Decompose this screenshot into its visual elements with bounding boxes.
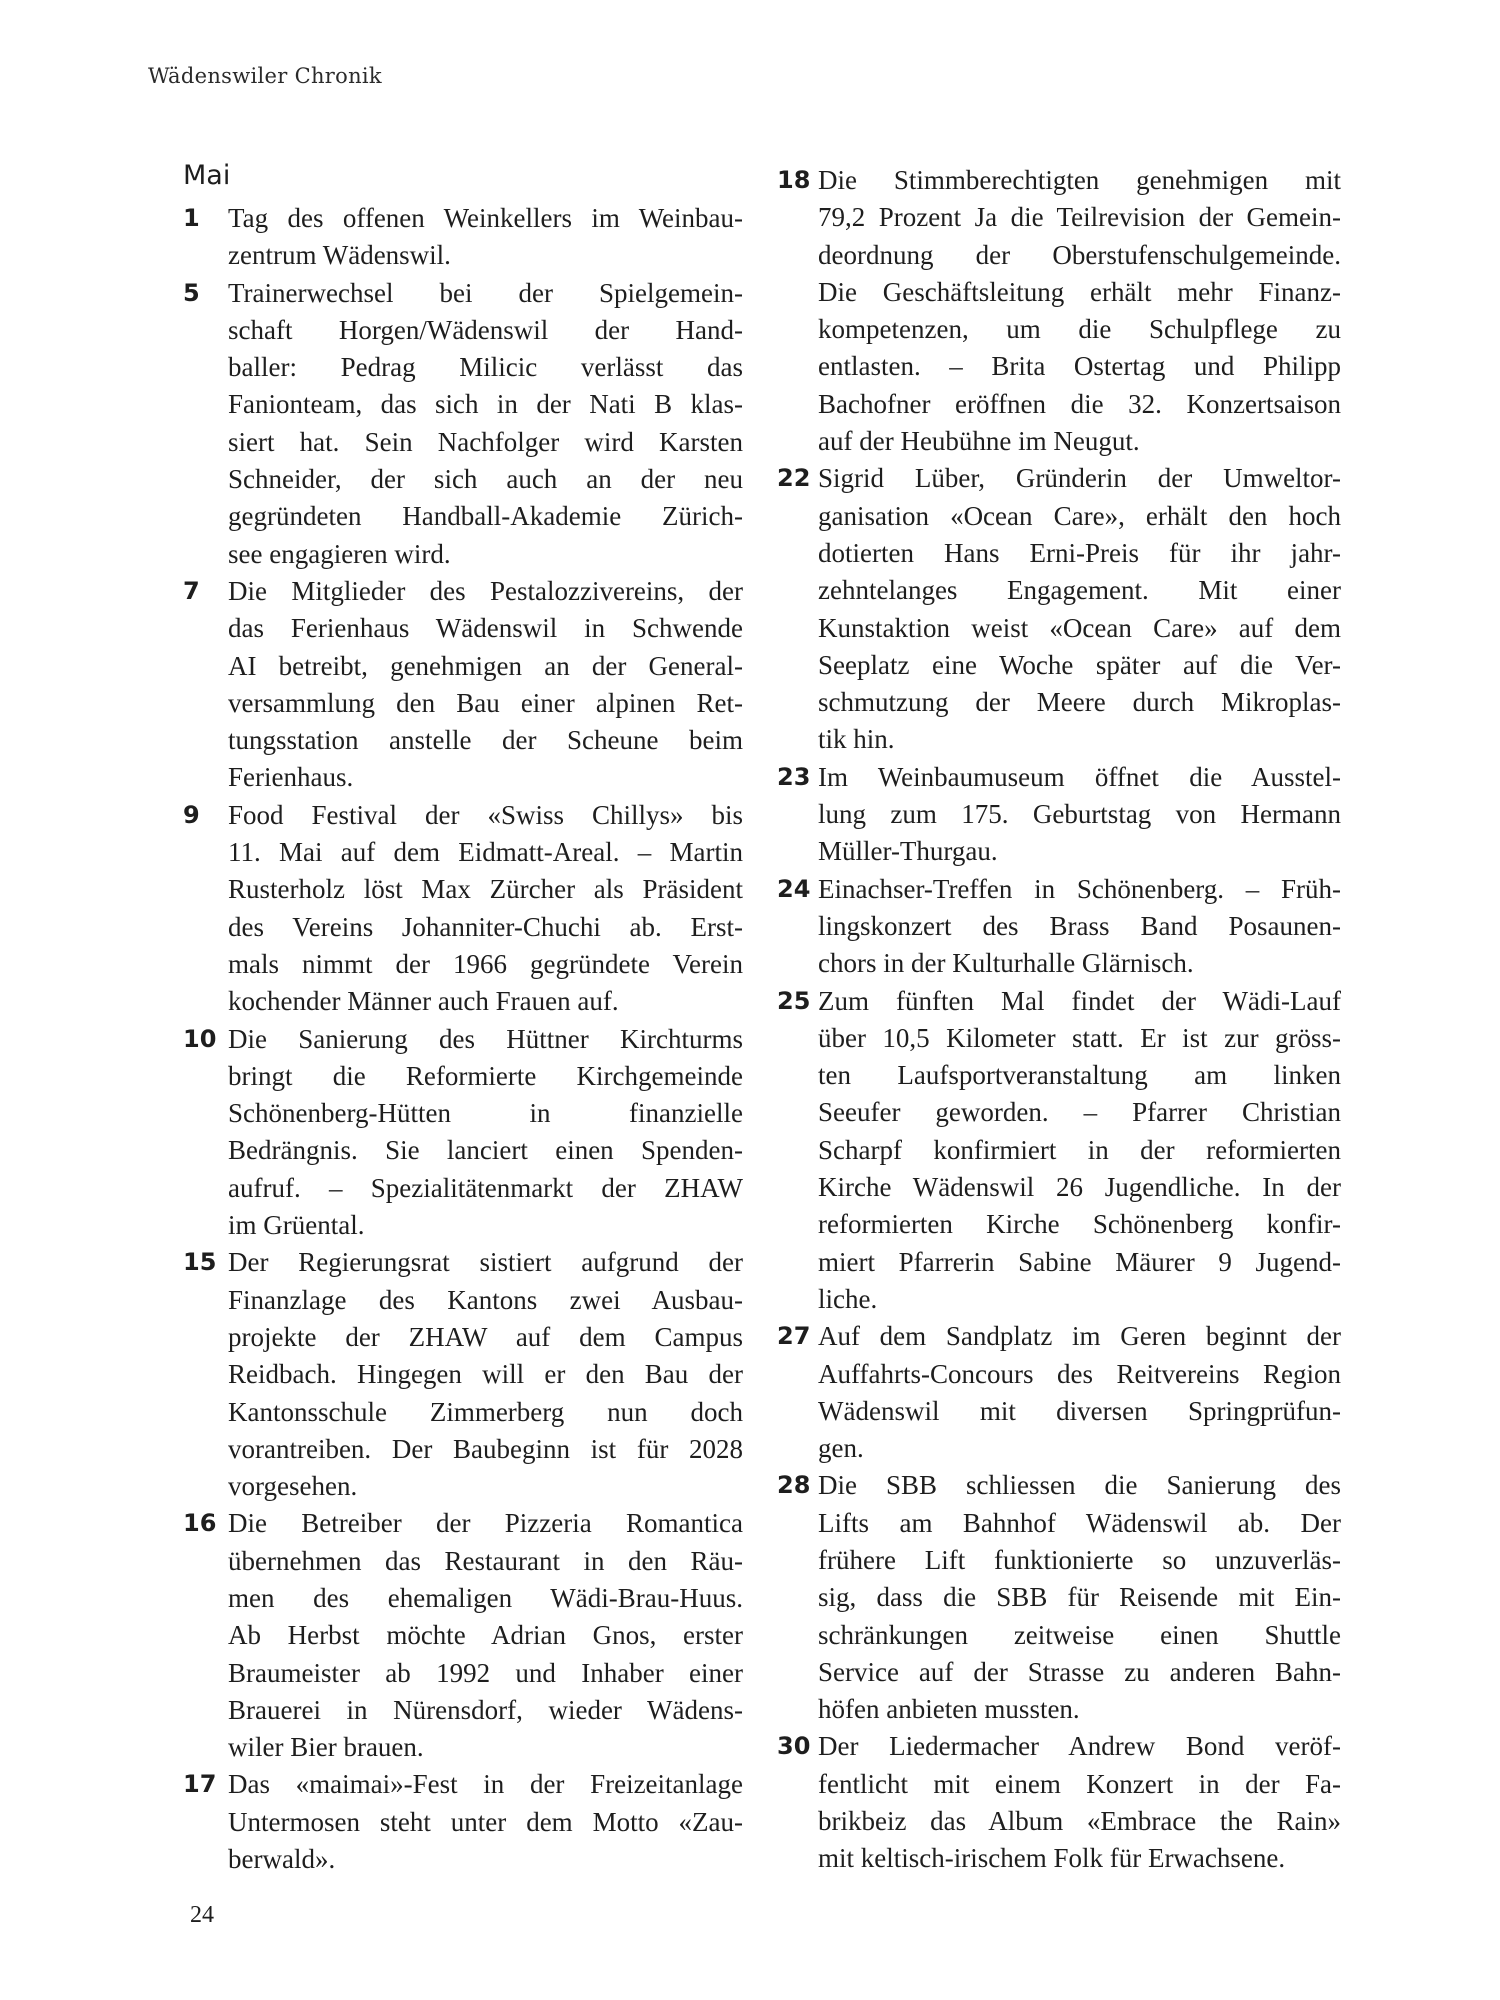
entry-line: schränkungen zeitweise einen Shuttle [818,1619,1341,1650]
entry-line: Einachser-Treffen in Schönenberg. – Früh- [818,873,1341,904]
entry-line: gegründeten Handball-Akademie Zürich- [228,501,743,532]
entry-line: Scharpf konfirmiert in der reformierten [818,1134,1341,1165]
entry-day: 9 [183,800,200,829]
entry-day: 16 [183,1509,217,1538]
entry-line: projekte der ZHAW auf dem Campus [228,1321,743,1352]
entry-line: reformierten Kirche Schönenberg konfir- [818,1209,1341,1240]
entry-line: berwald». [228,1844,336,1875]
entry-line: schaft Horgen/Wädenswil der Hand- [228,314,743,345]
chronicle-entry [777,1318,1341,1467]
entry-line: das Ferienhaus Wädenswil in Schwende [228,613,743,644]
entry-day: 27 [777,1322,811,1351]
entry-day: 17 [183,1770,217,1799]
entry-line: Die Mitglieder des Pestalozzivereins, der [228,575,743,606]
entry-line: Kunstaktion weist «Ocean Care» auf dem [818,612,1341,643]
entry-line: Schneider, der sich auch an der neu [228,464,743,495]
entry-line: sig, dass die SBB für Reisende mit Ein- [818,1582,1341,1613]
entry-text [818,871,1341,983]
entry-line: im Grüental. [228,1210,365,1241]
entry-line: Kantonsschule Zimmerberg nun doch [228,1396,743,1427]
chronicle-entry [183,1021,743,1245]
entry-day: 1 [183,204,200,232]
entry-line: Ab Herbst möchte Adrian Gnos, erster [228,1620,743,1651]
entry-line: Seeplatz eine Woche später auf die Ver- [818,649,1341,680]
entry-line: Lifts am Bahnhof Wädenswil ab. Der [818,1507,1341,1538]
entry-line: Service auf der Strasse zu anderen Bahn- [818,1656,1341,1687]
entry-line: Trainerwechsel bei der Spielgemein- [228,277,743,308]
entry-line: tik hin. [818,724,895,755]
running-head: Wädenswiler Chronik [148,64,382,88]
entry-text [818,162,1341,460]
entry-line: 79,2 Prozent Ja die Teilrevision der Gemein- [818,202,1341,233]
entry-line: Die Geschäftsleitung erhält mehr Finanz- [818,276,1341,307]
chronicle-entry [183,275,743,573]
entry-line: Die Betreiber der Pizzeria Romantica [228,1508,743,1539]
month-heading: Mai [183,160,231,191]
entry-line: Untermosen steht unter dem Motto «Zau- [228,1806,743,1837]
entry-line: men des ehemaligen Wädi-Brau-Huus. [228,1582,743,1613]
entry-text [818,1728,1341,1877]
entry-line: des Vereins Johanniter-Chuchi ab. Erst- [228,911,743,942]
entry-line: chors in der Kulturhalle Glärnisch. [818,948,1194,979]
entry-line: vorgesehen. [228,1471,358,1502]
entry-line: Im Weinbaumuseum öffnet die Ausstel- [818,761,1341,792]
entry-day: 25 [777,986,811,1015]
entry-text [818,1318,1341,1467]
entry-line: Die Sanierung des Hüttner Kirchturms [228,1023,743,1054]
chronicle-entry [777,460,1341,758]
entry-line: Braumeister ab 1992 und Inhaber einer [228,1657,743,1688]
entry-line: Der Liedermacher Andrew Bond veröf- [818,1731,1341,1762]
entry-line: kompetenzen, um die Schulpflege zu [818,314,1341,345]
entry-line: Fanionteam, das sich in der Nati B klas- [228,389,743,420]
entry-day: 28 [777,1471,811,1500]
chronicle-entry [777,1728,1341,1877]
entry-line: entlasten. – Brita Ostertag und Philipp [818,351,1341,382]
entry-text [228,200,743,275]
chronicle-entry [183,573,743,797]
chronicle-entry [777,1467,1341,1728]
entry-line: Brauerei in Nürensdorf, wieder Wädens- [228,1694,743,1725]
entry-line: höfen anbieten mussten. [818,1694,1080,1725]
entry-line: Kirche Wädenswil 26 Jugendliche. In der [818,1172,1341,1203]
entry-line: liche. [818,1283,878,1314]
entry-day: 18 [777,166,811,194]
entry-day: 30 [777,1732,811,1761]
entry-line: mit keltisch-irischem Folk für Erwachsene. [818,1843,1286,1874]
entry-day: 22 [777,464,811,493]
entry-line: Rusterholz löst Max Zürcher als Präsident [228,874,743,905]
entry-line: lung zum 175. Geburtstag von Hermann [818,799,1341,830]
entry-line: über 10,5 Kilometer statt. Er ist zur gröss- [818,1022,1341,1053]
entry-line: Die Stimmberechtigten genehmigen mit [818,165,1341,195]
entry-line: schmutzung der Meere durch Mikroplas- [818,687,1341,718]
entry-day: 5 [183,278,200,307]
entry-line: Seeufer geworden. – Pfarrer Christian [818,1097,1341,1128]
entry-text [818,759,1341,871]
entry-line: Ferienhaus. [228,762,354,793]
entry-text [228,1766,743,1878]
entry-line: vorantreiben. Der Baubeginn ist für 2028 [228,1433,743,1464]
entry-line: versammlung den Bau einer alpinen Ret- [228,687,743,718]
entry-line: see engagieren wird. [228,538,451,569]
entry-line: Finanzlage des Kantons zwei Ausbau- [228,1284,743,1315]
entry-line: Bedrängnis. Sie lanciert einen Spenden- [228,1135,743,1166]
entry-line: Müller-Thurgau. [818,836,998,867]
entry-line: deordnung der Oberstufenschulgemeinde. [818,239,1341,270]
entry-line: Schönenberg-Hütten in finanzielle [228,1098,743,1129]
entry-line: Auf dem Sandplatz im Geren beginnt der [818,1321,1341,1352]
entry-line: miert Pfarrerin Sabine Mäurer 9 Jugend- [818,1246,1341,1277]
chronicle-entry [183,1244,743,1505]
entry-line: Bachofner eröffnen die 32. Konzertsaison [818,388,1341,419]
entry-line: Auffahrts-Concours des Reitvereins Region [818,1358,1341,1389]
entry-line: ten Laufsportveranstaltung am linken [818,1060,1341,1091]
entry-line: mals nimmt der 1966 gegründete Verein [228,948,743,979]
entry-text [818,983,1341,1319]
chronicle-entry [183,1766,743,1878]
entry-text [228,1021,743,1245]
entry-line: Food Festival der «Swiss Chillys» bis [228,799,743,830]
entry-line: frühere Lift funktionierte so unzuverläs- [818,1544,1341,1575]
entry-line: wiler Bier brauen. [228,1732,424,1763]
entry-line: baller: Pedrag Milicic verlässt das [228,352,743,383]
entry-line: übernehmen das Restaurant in den Räu- [228,1545,743,1576]
column-left [183,200,743,1878]
entry-line: dotierten Hans Erni-Preis für ihr jahr- [818,537,1341,568]
entry-text [228,573,743,797]
entry-line: Der Regierungsrat sistiert aufgrund der [228,1247,743,1278]
entry-line: kochender Männer auch Frauen auf. [228,986,619,1017]
chronicle-entry [777,759,1341,871]
entry-line: aufruf. – Spezialitätenmarkt der ZHAW [228,1172,743,1203]
entry-line: Wädenswil mit diversen Springprüfun- [818,1395,1341,1426]
entry-line: lingskonzert des Brass Band Posaunen- [818,910,1341,941]
entry-line: Reidbach. Hingegen will er den Bau der [228,1359,743,1390]
entry-text [818,1467,1341,1728]
entry-line: tungsstation anstelle der Scheune beim [228,725,743,756]
entry-text [228,1505,743,1766]
entry-day: 23 [777,762,811,791]
entry-line: Das «maimai»-Fest in der Freizeitanlage [228,1769,743,1800]
entry-line: ganisation «Ocean Care», erhält den hoch [818,500,1341,531]
entry-line: Zum fünften Mal findet der Wädi-Lauf [818,985,1341,1016]
entry-day: 10 [183,1024,217,1053]
entry-line: auf der Heubühne im Neugut. [818,426,1140,457]
chronicle-entry [183,200,743,275]
chronicle-entry [777,162,1341,460]
chronicle-entry [183,797,743,1021]
entry-line: zentrum Wädenswil. [228,240,451,271]
entry-day: 24 [777,874,811,903]
entry-line: brikbeiz das Album «Embrace the Rain» [818,1806,1341,1837]
entry-text [228,275,743,573]
entry-line: Die SBB schliessen die Sanierung des [818,1470,1341,1501]
entry-day: 7 [183,576,200,605]
entry-day: 15 [183,1248,217,1277]
chronicle-entry [183,1505,743,1766]
entry-text [818,460,1341,758]
entry-line: Tag des offenen Weinkellers im Weinbau- [228,203,743,233]
entry-line: bringt die Reformierte Kirchgemeinde [228,1060,743,1091]
entry-line: siert hat. Sein Nachfolger wird Karsten [228,426,743,457]
column-right [777,162,1341,1878]
page-number: 24 [190,1902,214,1928]
entry-line: 11. Mai auf dem Eidmatt-Areal. – Martin [228,837,743,868]
entry-line: AI betreibt, genehmigen an der General- [228,650,743,681]
entry-text [228,1244,743,1505]
entry-line: Sigrid Lüber, Gründerin der Umweltor- [818,463,1341,494]
chronicle-entry [777,871,1341,983]
entry-line: fentlicht mit einem Konzert in der Fa- [818,1768,1341,1799]
entry-line: gen. [818,1433,864,1464]
chronicle-entry [777,983,1341,1319]
entry-line: zehntelanges Engagement. Mit einer [818,575,1341,606]
entry-text [228,797,743,1021]
